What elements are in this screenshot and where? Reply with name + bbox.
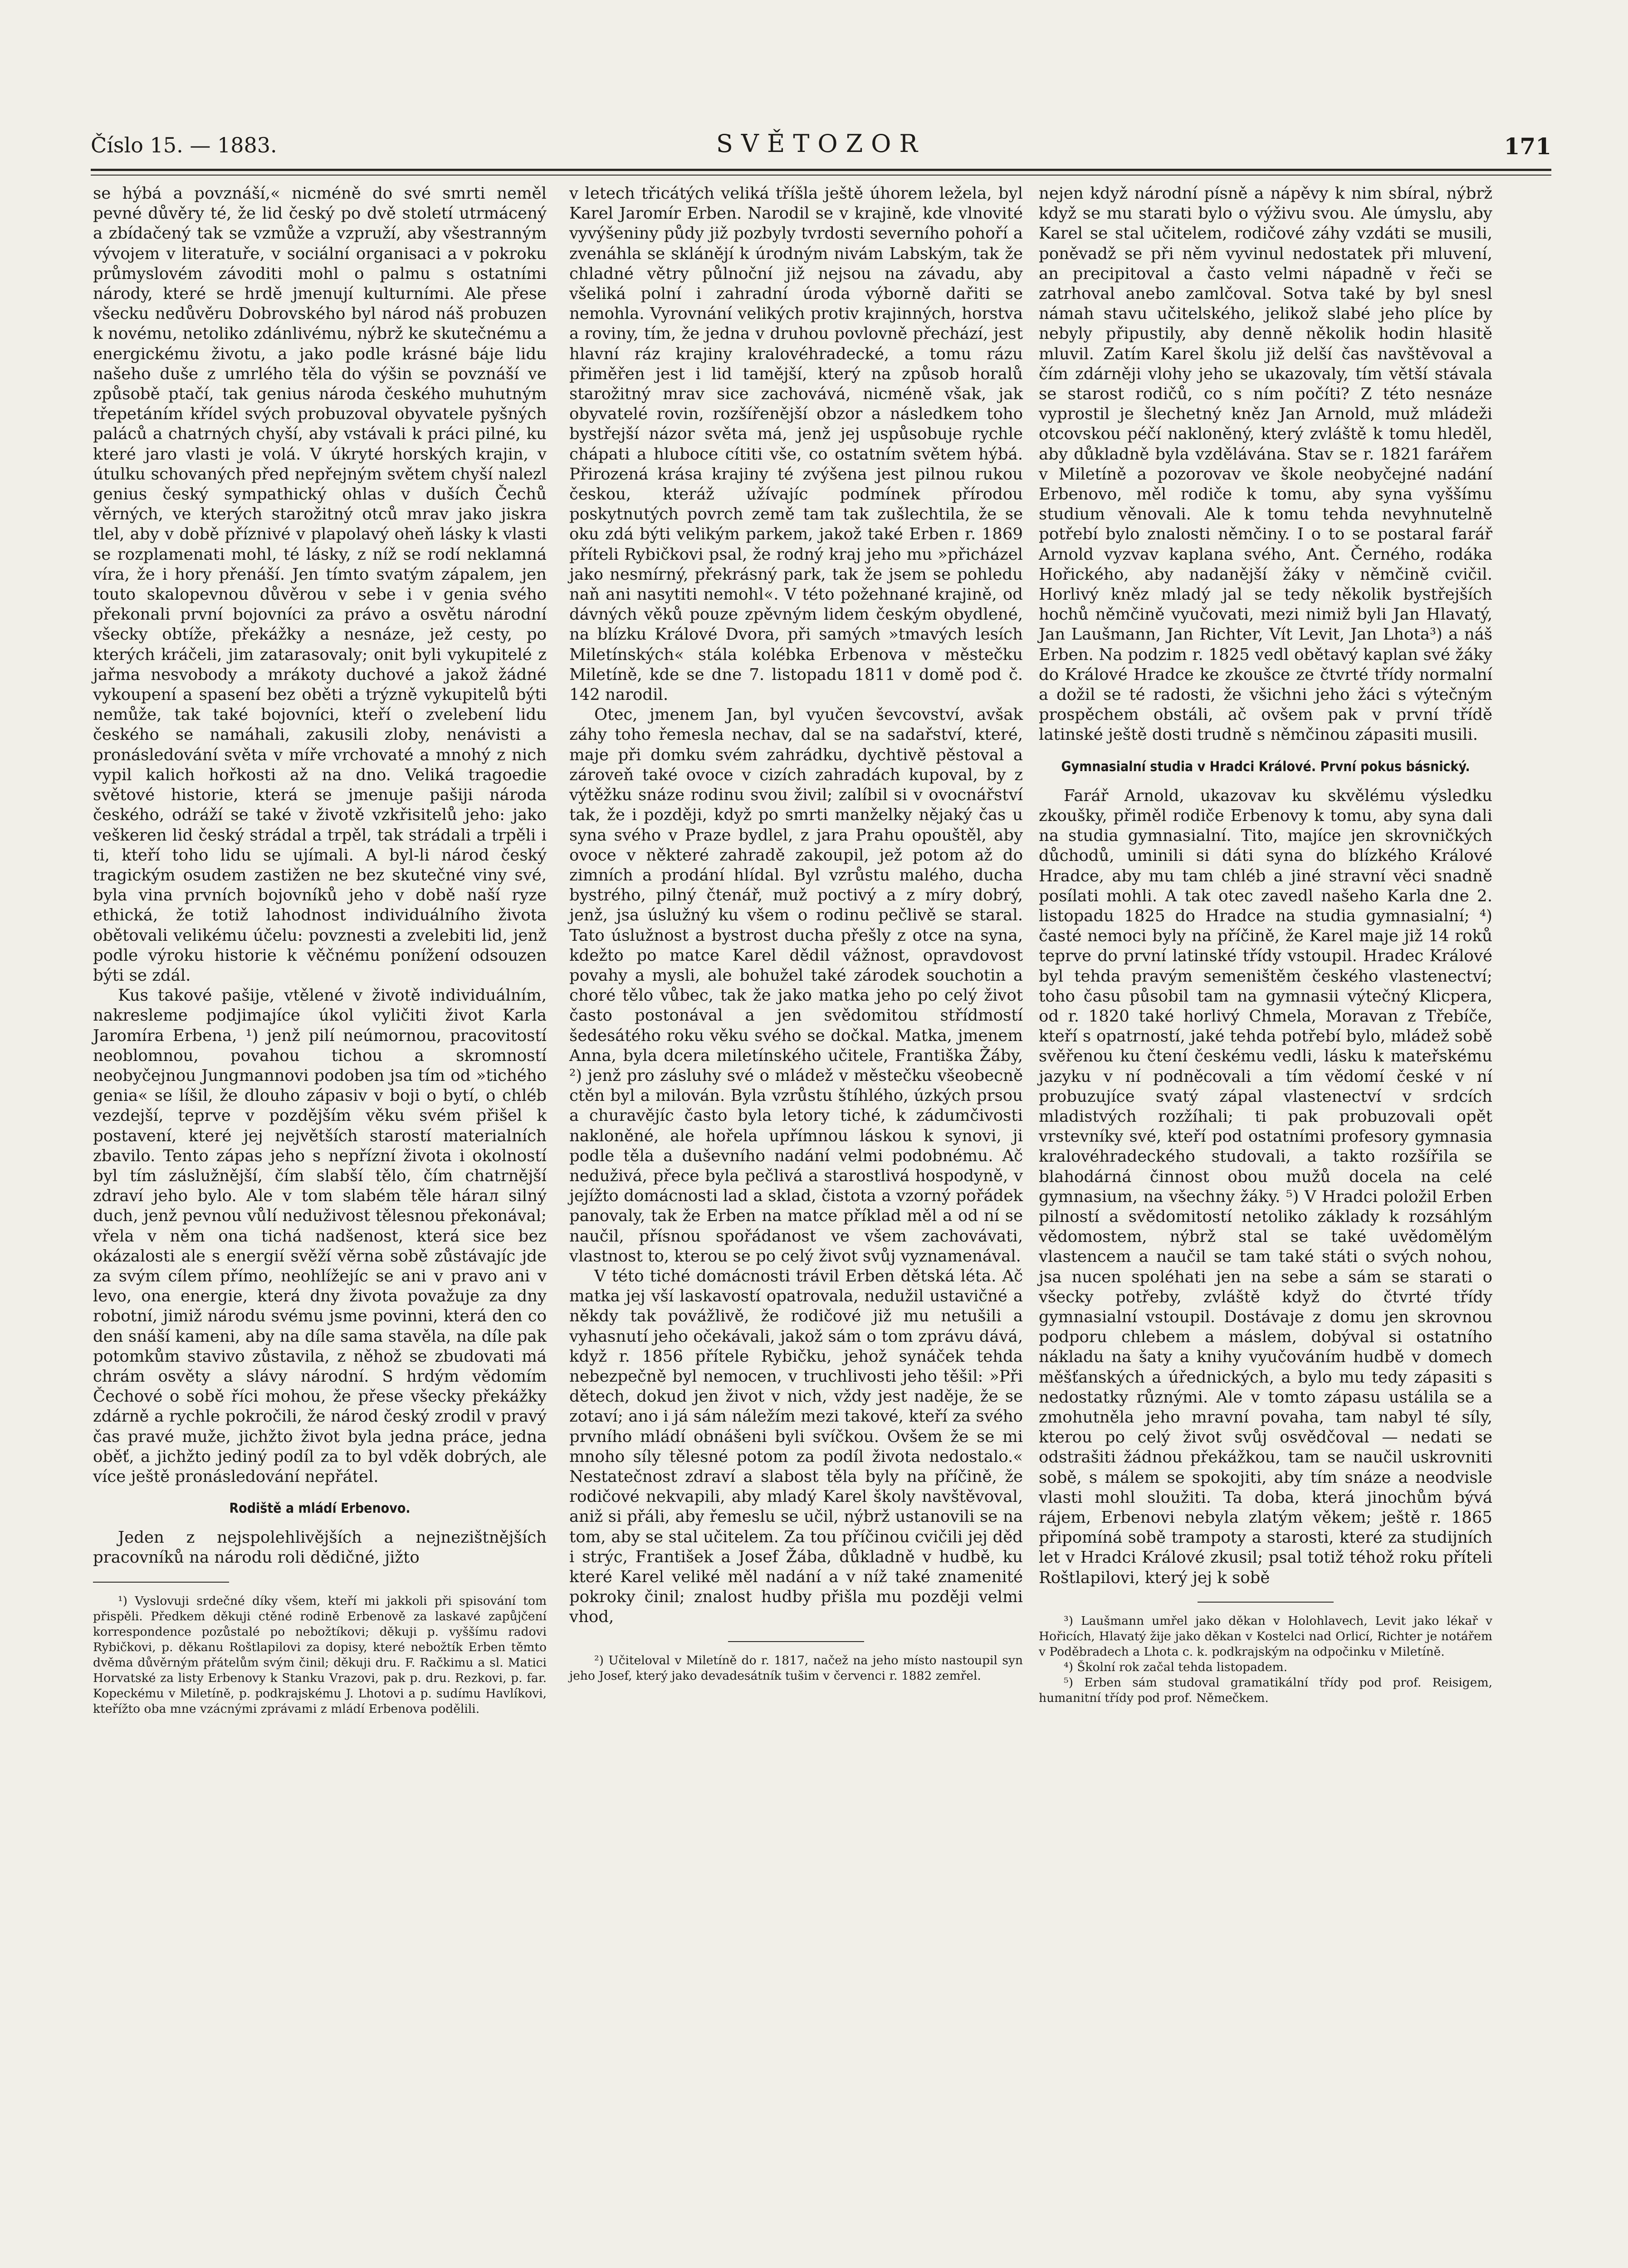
section-heading: Gymnasialní studia v Hradci Králové. První pokus básnický. xyxy=(1061,758,1470,775)
footnote-rule xyxy=(93,1582,229,1583)
paragraph: nejen když národní písně a nápěvy k nim sbíral, nýbrž když se mu starati bylo o výživu svou. Ale úmyslu, aby Karel se stal učitelem, rodičové záhy vzdáti se musili, poněvadž se při něm vyvinul nedostatek při mluvení, an precipitoval a často velmi nápadně v řeči se zatrhoval anebo zamlčoval. Sotva také by byl snesl námah stavu učitelského, jelikož slabé jeho plíce by nebyly připustily, aby denně několik hodin hlasitě mluvil. Zatím Karel školu již delší čas navštěvoval a čím zdárněji vlohy jeho se ukazovaly, tím větší stávala se starost rodičů, co s ním počíti? Z této nesnáze vyprostil je šlechetný kněz Jan Arnold, muž mládeži otcovskou péčí nakloněný, který zvláště k tomu hleděl, aby důkladně byla vzdělávána. Stav se r. 1821 farářem v Miletíně a pozorovav ve škole neobyčejné nadání Erbenovo, měl rodiče k tomu, aby syna vyššímu studium věnovali. Ale k tomu tehda nevyhnutelně potřebí bylo znalosti němčiny. I o to se postaral farář Arnold vyzvav kaplana svého, Ant. Černého, rodáka Hořického, aby nadanější žáky v němčině cvičil. Horlivý kněz mladý jal se tedy několik bystřejších hochů němčině vyučovati, mezi nimiž byli Jan Hlavatý, Jan Laušmann, Jan Richter, Vít Levit, Jan Lhota³) a náš Erben. Na podzim r. 1825 vedl obětavý kaplan své žáky do Králové Hradce ke zkoušce ze čtvrté třídy normalní a dožil se té radosti, že všichni jeho žáci s výtečným prospěchem obstáli, ač ovšem pak v první třídě latinské ještě dosti trudně s němčinou zápasiti musili. xyxy=(1039,184,1492,744)
header-rule-thin xyxy=(91,175,1551,176)
column-right xyxy=(1039,184,1492,1706)
paragraph: Otec, jmenem Jan, byl vyučen ševcovství, avšak záhy toho řemesla nechav, dal se na sadařství, které, maje při domku svém zahrádku, dychtivě pěstoval a zároveň také ovoce v cizích zahradách kupoval, by z výtěžku snáze rodinu svou živil; zalíbil si v ovocnářství tak, že i později, když po smrti manželky nějaký čas u syna svého v Praze bydlel, z jara Prahu opouštěl, aby ovoce v některé zahradě zakoupil, jež potom až do zimních a prodání hlídal. Byl vzrůstu malého, ducha bystrého, pilný čtenář, muž poctivý a z míry dobrý, jenž, jsa úslužný ku všem o rodinu pečlivě se staral. Tato úslužnost a bystrost ducha přešly z otce na syna, kdežto po matce Karel dědil vážnost, opravdovost povahy a mysli, ale bohužel také zárodek souchotin a choré tělo vůbec, tak že jako matka jeho po celý život často postonával a jen svědomitou střídmostí šedesátého roku věku svého se dočkal. Matka, jmenem Anna, byla dcera miletínského učitele, Františka Žáby, ²) jenž pro zásluhy své o mládež v městečku všeobecně ctěn byl a milován. Byla vzrůstu štíhlého, úzkých prsou a churavějíc často byla letory tiché, k zádumčivosti nakloněné, ale hořela upřímnou láskou k synovi, ji podle těla a duševního nadání velmi podobnému. Ač neduživá, přece byla pečlivá a starostlivá hospodyně, v jejížto domácnosti lad a sklad, čistota a vzorný pořádek panovaly, tak že Erben na matce příklad měl a od ní se naučil, přísnou spořádanost ve všem zachovávati, vlastnost to, kterou se po celý život svůj vyznamenával. xyxy=(569,705,1023,1266)
column-left xyxy=(93,184,547,1717)
paragraph: se hýbá a povznáší,« nicméně do své smrti neměl pevné důvěry té, že lid český po dvě století utrmácený a zbídačený tak se vzmůže a vzpruží, aby všestranným vývojem v literatuře, v sociální organisaci a v pokroku průmyslovém závoditi mohl o palmu s ostatními národy, které se hrdě jmenují kulturními. Ale přese všecku nedůvěru Dobrovského byl národ náš probuzen k novému, netoliko zdánlivému, nýbrž ke skutečnému a energickému životu, a jako podle krásné báje lidu našeho duše z umrlého těla do výšin se povznáší ve způsobě ptačí, tak genius národa českého muhutným třepetáním křídel svých probuzoval obyvatele pyšných paláců a chatrných chyší, aby vstávali k práci pilné, ku které jaro vlasti je volá. V úkryté horských krajin, v útulku schovaných před nepřejným světem chyší nalezl genius český sympathický ohlas v duších Čechů věrných, ve kterých starožitný otců mrav jako jiskra tlel, aby v době příznivé v plapolavý oheň lásky k vlasti se rozplamenati mohl, té lásky, z níž se rodí neklamná víra, že i hory přenáší. Jen tímto svatým zápalem, jen touto skalopevnou důvěrou v sebe i v genia svého překonali první bojovníci za právo a osvětu národní všecky obtíže, překážky a nesnáze, jež cesty, po kterých kráčeli, jim zatarasovaly; onit byli vykupitelé z jařma nesvobody a mrákoty duchové a jakož žádné vykoupení a spasení bez oběti a trýzně vykupitelů býti nemůže, tak také bojovníci, kteří o zvelebení lidu českého se namáhali, zakusili zloby, nenávisti a pronásledování světa v míře vrchovaté a mnohý z nich vypil kalich hořkosti až na dno. Veliká tragoedie světové historie, která se jmenuje pašiji národa českého, odráží se také v životě vzkřisitelů jeho: jako veškeren lid český strádal a trpěl, tak strádali a trpěli i ti, kteří toho lidu se ujímali. A byl-li národ český tragickým osudem zastižen ne bez skutečné viny své, byla vina prvních bojovníků jeho v době naší ryze ethická, že totiž lahodnost individuálního života obětovali velikému účelu: povznesti a zvelebiti lid, jenž podle výroku historie k věčnému ponížení odsouzen býti se zdál. xyxy=(93,184,547,985)
journal-title: SVĚTOZOR xyxy=(716,129,926,158)
paragraph: Jeden z nejspolehlivějších a nejnezištnějších pracovníků na národu roli dědičné, jižto xyxy=(93,1528,547,1567)
paragraph: Farář Arnold, ukazovav ku skvělému výsledku zkoušky, přiměl rodiče Erbenovy k tomu, aby syna dali na studia gymnasialní. Tito, majíce jen skrovničkých důchodů, uminili si dáti syna do blízkého Králové Hradce, aby mu tam chléb a jiné stravní věci snadně posílati mohli. A tak otec zavedl našeho Karla dne 2. listopadu 1825 do Hradce na studia gymnasialní; ⁴) časté nemoci byly na příčině, že Karel maje již 14 roků teprve do první latinské třídy vstoupil. Hradec Králové byl tehda pravým semeništěm českého vlastenectví; toho času působil tam na gymnasii výtečný Klicpera, od r. 1820 také horlivý Chmela, Moravan z Třebíče, kteří s opatrností, jaké tehda potřebí bylo, mládež sobě svěřenou ku čtení českému vedli, lásku k mateřskému jazyku v ní podněcovali a tím vědomí české v ní probuzujíce svatý zápal vlastenectví v srdcích mladistvých rozžíhali; ti pak probuzovali opět vrstevníky své, kteří pod ostatními profesory gymnasia kralovéhradeckého studovali, a takto rozšířila se blahodárná činnost obou mužů docela na celé gymnasium, na všechny žáky. ⁵) V Hradci položil Erben pilností a svědomitostí netoliko základy k rozsáhlým vědomostem, nýbrž stal se také uvědomělým vlastencem a naučil se tam také státi o svých nohou, jsa nucen spoléhati jen na sebe a sám se starati o všecky potřeby, zvláště když do čtvrté třídy gymnasialní vstoupil. Dostávaje z domu jen skrovnou podporu chlebem a máslem, dobýval si ostatního nákladu na šaty a knihy vyučováním hudbě v domech měšťanských a úřednických, a bylo mu tedy zápasiti s nedostatky různými. Ale v tomto zápasu ustálila se a zmohutněla jeho mravní povaha, tam nabyl té síly, kterou po celý život svůj osvědčoval — nedati se odstrašiti žádnou překážkou, tam se naučil uskrovniti sobě, s málem se spokojiti, aby tím snáze a neodvisle vlasti mohl sloužiti. Ta doba, která jinochům bývá rájem, Erbenovi nebyla zlatým věkem; ještě r. 1865 připomíná sobě trampoty a starosti, které za studijních let v Hradci Králové zkusil; psal totiž téhož roku příteli Roštlapilovi, který jej k sobě xyxy=(1039,786,1492,1587)
paragraph: v letech třicátých veliká tříšla ještě úhorem ležela, byl Karel Jaromír Erben. Narodil se v krajině, kde vlnovité vyvýšeniny půdy již pozbyly tvrdosti severního pohoří a zvenáhla se sklánějí k úrodným nivám Labským, tak že chladné větry půlnoční již nejsou na závadu, aby všeliká polní i zahradní úroda výborně dařiti se nemohla. Vyrovnání velikých protiv krajinných, horstva a roviny, tím, že jedna v druhou povlovně přechází, jest hlavní ráz krajiny kralovéhradecké, a tomu rázu přiměřen jest i lid tamější, který na způsob horalů starožitný mrav sice zachovává, nicméně však, jak obyvatelé rovin, rozšířenější obzor a následkem toho bystřejší názor světa má, jenž jej uspůsobuje rychle chápati a hluboce cítiti vše, co ostatním světem hýbá. Přirozená krása krajiny té zvýšena jest pilnou rukou českou, kteráž užívajíc podmínek přírodou poskytnutých povrch země tam tak zušlechtila, že se oku zdá býti velikým parkem, jakož také Erben r. 1869 příteli Rybičkovi psal, že rodný kraj jeho mu »přicházel jako nesmírný, překrásný park, tak že jsem se pohledu naň ani nasytiti nemohl«. V této požehnané krajině, od dávných věků pouze zpěvným lidem českým obydlené, na blízku Králové Dvora, při samých »tmavých lesích Miletínských« stála kolébka Erbenova v městečku Miletíně, kde se dne 7. listopadu 1811 v domě pod č. 142 narodil. xyxy=(569,184,1023,704)
paragraph: V této tiché domácnosti trávil Erben dětská léta. Ač matka jej vší laskavostí opatrovala, nedužil ustavičné a někdy tak povážlivě, že rodičové již mu netušili a vyhasnutí jeho očekávali, jakož sám o tom zprávu dává, když r. 1856 přítele Rybičku, jehož synáček tehda nebezpečně byl nemocen, v truchlivosti jeho těšil: »Při dětech, dokud jen život v nich, vždy jest naděje, že se zotaví; ano i já sám náležím mezi takové, kteří za svého prvního mládí obnášeni byli svíčkou. Ovšem že se mi mnoho síly tělesné potom za podíl života nedostalo.« Nestatečnost zdraví a slabost těla byly na příčině, že rodičové nekvapili, aby mladý Karel školy navštěvoval, aniž si přáli, aby řemeslu se učil, nýbrž ustanovili se na tom, aby se stal učitelem. Za tou příčinou cvičili jej děd i strýc, František a Josef Žába, důkladně v hudbě, ku které Karel veliké měl nadání a v níž také znamenité pokroky činil; znalost hudby přišla mu později velmi vhod, xyxy=(569,1266,1023,1627)
footnote-rule xyxy=(728,1641,864,1642)
footnote: ⁴) Školní rok začal tehda listopadem. xyxy=(1064,1660,1288,1674)
footnote: ³) Laušmann umřel jako děkan v Holohlavech, Levit jako lékař v Hořicích, Hlavatý žije jako děkan v Kostelci nad Orlicí, Richter je notářem v Poděbradech a Lhota c. k. podkrajským na odpočinku v Miletíně. xyxy=(1039,1613,1492,1659)
section-heading: Rodiště a mládí Erbenovo. xyxy=(229,1501,411,1517)
page-number: 171 xyxy=(1504,133,1551,160)
column-middle xyxy=(569,184,1023,1684)
footnote: ²) Učiteloval v Miletíně do r. 1817, načež na jeho místo nastoupil syn jeho Josef, který jako devadesátník tušim v červenci r. 1882 zemřel. xyxy=(569,1653,1023,1683)
footnote: ⁵) Erben sám studoval gramatikální třídy pod prof. Reisigem, humanitní třídy pod prof. Němečkem. xyxy=(1039,1675,1492,1705)
footnote: ¹) Vyslovuji srdečné díky všem, kteří mi jakkoli při spisování tom přispěli. Předkem děkuji ctěné rodině Erbenově za laskavé zapůjčení korrespondence pozůstalé po nebožtíkovi; děkuji p. vyššímu radovi Rybičkovi, p. děkanu Roštlapilovi za dopisy, které nebožtík Erben těmto dvěma důvěrným přátelům svým činil; děkuji dru. F. Račkimu a sl. Matici Horvatské za listy Erbenovy k Stanku Vrazovi, pak p. dru. Rezkovi, p. far. Kopeckému v Miletíně, p. podkrajskému J. Lhotovi a p. sudímu Havlíkovi, kteřížto oba mne vzácnými zprávami z mládí Erbenova podělili. xyxy=(93,1593,547,1716)
footnote-rule xyxy=(1198,1602,1334,1603)
issue-label: Číslo 15. — 1883. xyxy=(91,133,277,157)
running-header xyxy=(91,129,1551,166)
header-rule-thick xyxy=(91,169,1551,171)
paragraph: Kus takové pašije, vtělené v životě individuálním, nakresleme podjimajíce úkol vyličiti život Karla Jaromíra Erbena, ¹) jenž pilí neúmornou, pracovitostí neoblomnou, povahou tichou a skromností neobyčejnou Jungmannovi podoben jsa tím od »tichého genia« se líšil, že dlouho zápasiv v boji o bytí, o chléb vezdejší, teprve v pozdějším věku svém přišel k postavení, které jej největších starostí materialních zbavilo. Tento zápas jeho s nepřízní života i okolností byl tím záslužnější, čím slabší tělo, čím chatrnější zdraví jeho bylo. Ale v tom slabém těle hárал silný duch, jenž pevnou vůlí neduživost tělesnou překonával; vřela v něm ona tichá nadšenost, která sice bez okázalosti ale s energií svěží věrna sobě zůstávajíc jde za svým cílem přímo, neohlížejíc se ani v pravo ani v levo, ona energie, která dny života považuje za dny robotní, jimiž národu svému jsme povinni, která den co den snáší kameni, aby na díle sama stavěla, na díle pak potomkům stavivo zůstavila, z něhož se zbudovati má chrám osvěty a slávy národní. S hrdým vědomím Čechové o sobě říci mohou, že přese všecky překážky zdárně a rychle pokročili, že národ český zrodil v pravý čas pravé muže, jichžto život byla jedna práce, jedna oběť, a jichžto jediný podíl za to byl vděk dobrých, ale více ještě pronásledování nepřátel. xyxy=(93,986,547,1486)
